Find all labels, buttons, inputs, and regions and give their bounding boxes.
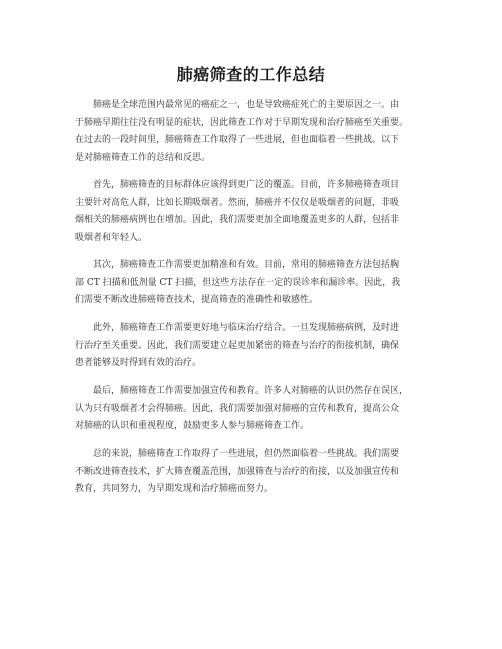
- paragraph-treatment: [75, 320, 435, 373]
- paragraph-line: 吸烟者和年轻人。: [75, 232, 148, 243]
- paragraph-line: 其次，肺癌筛查工作需要更加精准和有效。目前，常用的肺癌筛查方法包括胸: [93, 260, 400, 270]
- paragraph-line: 们需要不断改进肺癌筛查技术，提高筛查的准确性和敏感性。: [75, 295, 319, 305]
- page-title: 肺癌筛查的工作总结: [176, 65, 326, 84]
- paragraph-line: 教育，共同努力，为早期发现和治疗肺癌而努力。: [75, 484, 274, 494]
- paragraph-line: 是对肺癌筛查工作的总结和反思。: [75, 152, 211, 163]
- paragraph-line: 首先，肺癌筛查的目标群体应该得到更广泛的覆盖。目前，许多肺癌筛查项目: [93, 180, 400, 190]
- paragraph-line: 此外，肺癌筛查工作需要更好地与临床治疗结合。一旦发现肺癌病例，及时进: [93, 323, 400, 333]
- paragraph-line: 在过去的一段时间里，肺癌筛查工作取得了一些进展，但也面临着一些挑战。以下: [75, 135, 400, 145]
- paragraph-line: 患者能够及时得到有效的治疗。: [75, 358, 202, 368]
- paragraph-line: 最后，肺癌筛查工作需要加强宣传和教育。许多人对肺癌的认识仍然存在误区，: [93, 386, 409, 396]
- paragraph-line: 对肺癌的认识和重视程度，鼓励更多人参与肺癌筛查工作。: [75, 421, 310, 431]
- paragraph-education: [75, 383, 435, 436]
- paragraph-line: 肺癌是全球范围内最常见的癌症之一，也是导致癌症死亡的主要原因之一。由: [93, 100, 400, 110]
- paragraph-line: 部 CT 扫描和低剂量 CT 扫描，但这些方法存在一定的误诊率和漏诊率。因此，我: [75, 277, 401, 288]
- paragraph-conclusion: [75, 446, 435, 499]
- paragraph-line: 烟相关的肺癌病例也在增加。因此，我们需要更加全面地覆盖更多的人群，包括非: [75, 215, 400, 225]
- paragraph-line: 总的来说，肺癌筛查工作取得了一些进展，但仍然面临着一些挑战。我们需要: [93, 449, 400, 459]
- paragraph-line: 认为只有吸烟者才会得肺癌。因此，我们需要加强对肺癌的宣传和教育，提高公众: [75, 403, 400, 414]
- paragraph-intro: [75, 97, 435, 167]
- paragraph-accuracy: [75, 257, 435, 310]
- paragraph-line: 主要针对高危人群，比如长期吸烟者。然而，肺癌并不仅仅是吸烟者的问题，非吸: [75, 197, 400, 208]
- paragraph-line: 行治疗至关重要。因此，我们需要建立起更加紧密的筛查与治疗的衔接机制，确保: [75, 340, 400, 351]
- paragraph-target-group: [75, 177, 435, 247]
- paragraph-line: 不断改进筛查技术，扩大筛查覆盖范围，加强筛查与治疗的衔接，以及加强宣传和: [75, 466, 400, 477]
- paragraph-line: 于肺癌早期往往没有明显的症状，因此筛查工作对于早期发现和治疗肺癌至关重要。: [75, 117, 409, 128]
